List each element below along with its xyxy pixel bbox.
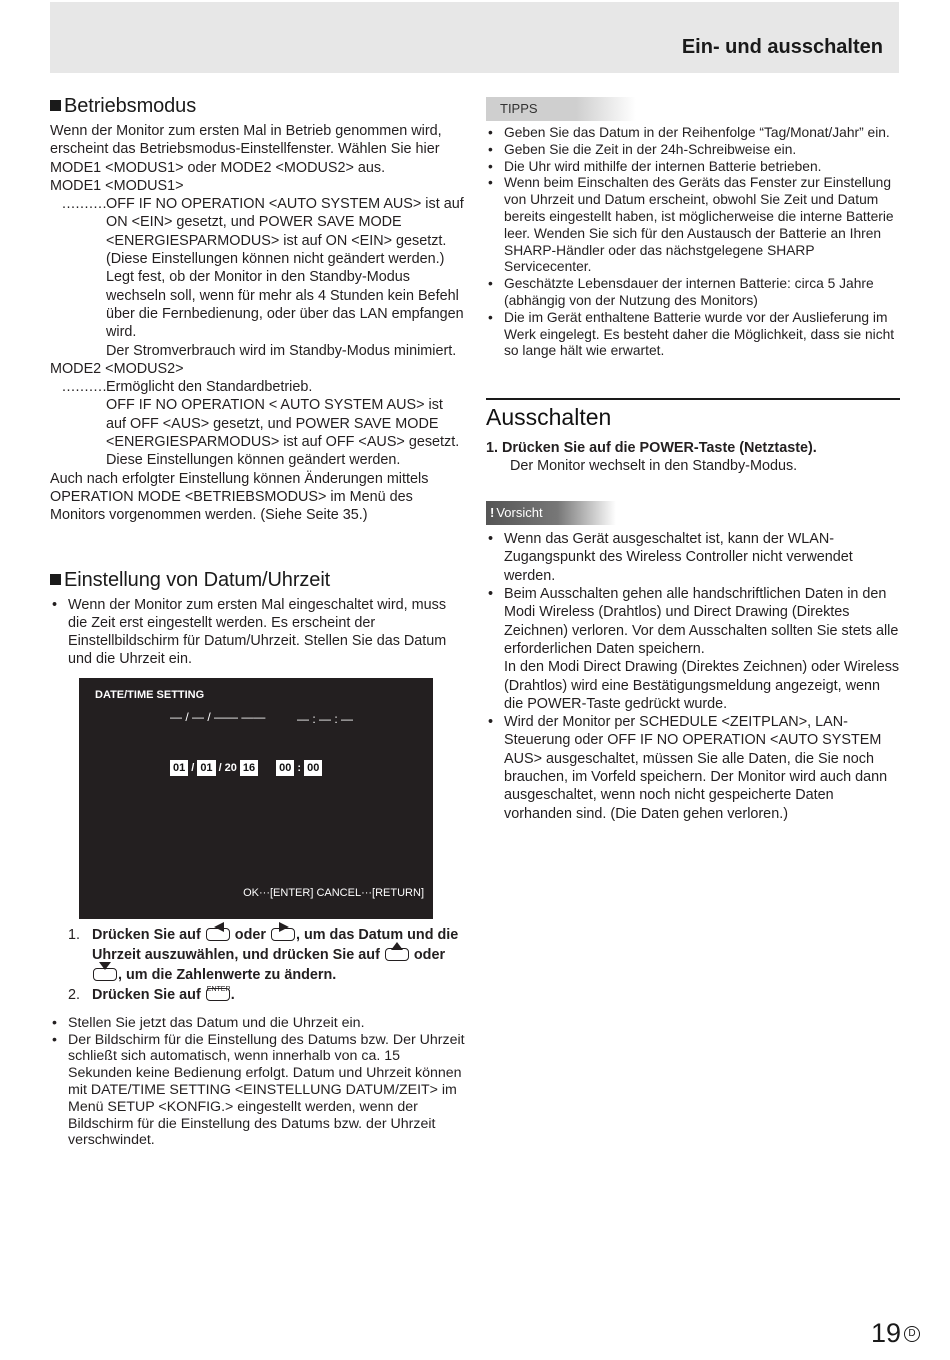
tipps-item: • Geschätzte Lebensdauer der internen Batterie: circa 5 Jahre (abhängig von der Nutzung des Monitors) — [486, 276, 900, 310]
minute-field: 00 — [304, 760, 322, 776]
datum-bullet-2: • Stellen Sie jetzt das Datum und die Uhrzeit ein. — [50, 1015, 465, 1032]
page-title: Ein- und ausschalten — [681, 36, 883, 58]
tipps-item: • Geben Sie die Zeit in der 24h-Schreibweise ein. — [486, 142, 900, 159]
square-bullet-icon — [50, 574, 61, 585]
tipps-item: • Die Uhr wird mithilfe der internen Batterie betrieben. — [486, 159, 900, 176]
mode1-label: MODE1 <MODUS1> — [50, 177, 184, 194]
betriebsmodus-intro: Wenn der Monitor zum ersten Mal in Betrieb genommen wird, erscheint das Betriebsmodus-Einstellfenster. Wählen Sie hier MODE1 <MODUS1> oder MODE2 <MODUS2> aus. — [50, 123, 442, 176]
screen-blank-time: — : — : — — [297, 711, 354, 726]
month-field: 01 — [197, 760, 215, 776]
vorsicht-item: • Wenn das Gerät ausgeschaltet ist, kann der WLAN-Zugangspunkt des Wireless Controller nicht verwendet werden. — [486, 530, 900, 585]
mode2-label: MODE2 <MODUS2> — [50, 360, 184, 377]
step-1: 1. Drücken Sie auf oder , um das Datum und die Uhrzeit auszuwählen, und drücken Sie auf oder , um die Zahlenwerte zu ändern. — [50, 925, 465, 985]
tipps-label: TIPPS — [486, 97, 636, 121]
datum-bullet-3: • Der Bildschirm für die Einstellung des Datums bzw. Der Uhrzeit schließt sich automatisch, wenn innerhalb von ca. 15 Sekunden keine Bedienung erfolgt. Datum und Uhrzeit können mit DATE/TIME SETTING <EINSTELLUNG DATUM/ZEIT> im Menü SETUP <KONFIG.> eingestellt werden, wenn der Bildschirm für die Einstellung des Datums bzw. der Uhrzeit verschwindet. — [50, 1032, 465, 1150]
year-field: 16 — [240, 760, 258, 776]
warning-icon: ! — [490, 505, 495, 521]
enter-button-icon: ENTER — [206, 988, 230, 1001]
tipps-item: • Geben Sie das Datum in der Reihenfolge “Tag/Monat/Jahr” ein. — [486, 125, 900, 142]
tipps-item: • Die im Gerät enthaltene Batterie wurde vor der Auslieferung im Werk eingelegt. Es besteht daher die Möglichkeit, dass sie nicht so lange hält wie erwartet. — [486, 310, 900, 360]
betriebsmodus-outro: Auch nach erfolgter Einstellung können Änderungen mittels OPERATION MODE <BETRIEBSMODUS> im Menü des Monitors vorgenommen werden. (Siehe Seite 35.) — [50, 470, 429, 524]
square-bullet-icon — [50, 100, 61, 111]
left-column — [50, 90, 465, 1149]
screen-title: DATE/TIME SETTING — [95, 688, 205, 701]
hour-field: 00 — [276, 760, 294, 776]
right-button-icon — [271, 928, 295, 941]
tipps-list — [486, 125, 900, 360]
page-number: 19 D — [871, 1318, 920, 1349]
vorsicht-item: • Wird der Monitor per SCHEDULE <ZEITPLAN>, LAN-Steuerung oder OFF IF NO OPERATION <AUTO SYSTEM AUS> ausgeschaltet, müssen Sie alle Daten, die Sie noch brauchen, im Vorfeld speichern. Der Monitor wird auch dann ausgeschaltet, wenn noch nicht gespeicherte Daten vorhanden sind. (Die Daten gehen verloren.) — [486, 713, 900, 823]
header-bar — [50, 2, 899, 73]
screen-blank-date: — / — / —— —— — [170, 709, 266, 724]
date-time-setting-screen — [79, 678, 433, 919]
vorsicht-item-extra: In den Modi Direct Drawing (Direktes Zeichnen) oder Wireless (Drahtlos) wird eine Bestätigungsmeldung angezeigt, wenn die POWER-Taste gedrückt wurde. — [504, 659, 900, 712]
section-heading-datum: Einstellung von Datum/Uhrzeit — [50, 569, 465, 592]
section-heading-betriebsmodus: Betriebsmodus — [50, 95, 465, 118]
vorsicht-label: ! Vorsicht — [486, 501, 616, 525]
language-badge: D — [904, 1326, 920, 1342]
mode1-text: ..........OFF IF NO OPERATION <AUTO SYSTEM AUS> ist auf ON <EIN> gesetzt, und POWER SAVE MODE <ENERGIESPARMODUS> ist auf ON <EIN> gesetzt. (Diese Einstellungen können nicht geändert werden.) — [62, 196, 464, 268]
tipps-item: • Wenn beim Einschalten des Geräts das Fenster zur Einstellung von Uhrzeit und Datum erscheint, obwohl Sie Zeit und Datum bereits eingestellt haben, ist möglicherweise die interne Batterie leer. Wenden Sie sich für den Austausch der Batterie an Ihren SHARP-Händler oder das nächstgelegene SHARP Servicecenter. — [486, 175, 900, 276]
up-button-icon — [385, 948, 409, 961]
right-column — [486, 90, 900, 823]
screen-values: 01 / 01 / 20 16 00 : 00 — [170, 760, 322, 776]
down-button-icon — [93, 968, 117, 981]
datum-bullet-1: • Wenn der Monitor zum ersten Mal eingeschaltet wird, muss die Zeit erst eingestellt werden. Es erscheint der Einstellbildschirm für Datum/Uhrzeit. Stellen Sie das Datum und die Uhrzeit ein. — [50, 596, 465, 669]
vorsicht-item: • Beim Ausschalten gehen alle handschriftlichen Daten in den Modi Wireless (Drahtlos) und Direct Drawing (Direktes Zeichnen) verloren. Vor dem Ausschalten sollten Sie stets alle erforderlichen Daten speichern. — [486, 585, 900, 658]
mode2-text2: OFF IF NO OPERATION < AUTO SYSTEM AUS> ist auf OFF <AUS> gesetzt, und POWER SAVE MODE <ENERGIESPARMODUS> ist auf OFF <AUS> gesetzt. Diese Einstellungen können geändert werden. — [106, 397, 460, 469]
left-button-icon — [206, 928, 230, 941]
ausschalten-heading: Ausschalten — [486, 398, 900, 431]
ausschalten-step-1: 1. Drücken Sie auf die POWER-Taste (Netztaste). — [486, 440, 817, 457]
vorsicht-list — [486, 530, 900, 823]
day-field: 01 — [170, 760, 188, 776]
step-2: 2. Drücken Sie auf ENTER . — [68, 985, 235, 1003]
year-prefix: / 20 — [218, 761, 237, 774]
mode1-text2: Legt fest, ob der Monitor in den Standby-Modus wechseln soll, wenn für mehr als 4 Stunden kein Befehl über die Fernbedienung, oder über das LAN empfangen wird. — [106, 269, 464, 341]
mode1-text3: Der Stromverbrauch wird im Standby-Modus minimiert. — [106, 342, 457, 359]
mode2-text: ..........Ermöglicht den Standardbetrieb. — [62, 379, 313, 396]
screen-footer: OK···[ENTER] CANCEL···[RETURN] — [243, 886, 424, 899]
ausschalten-step-1-sub: Der Monitor wechselt in den Standby-Modus. — [510, 458, 798, 475]
